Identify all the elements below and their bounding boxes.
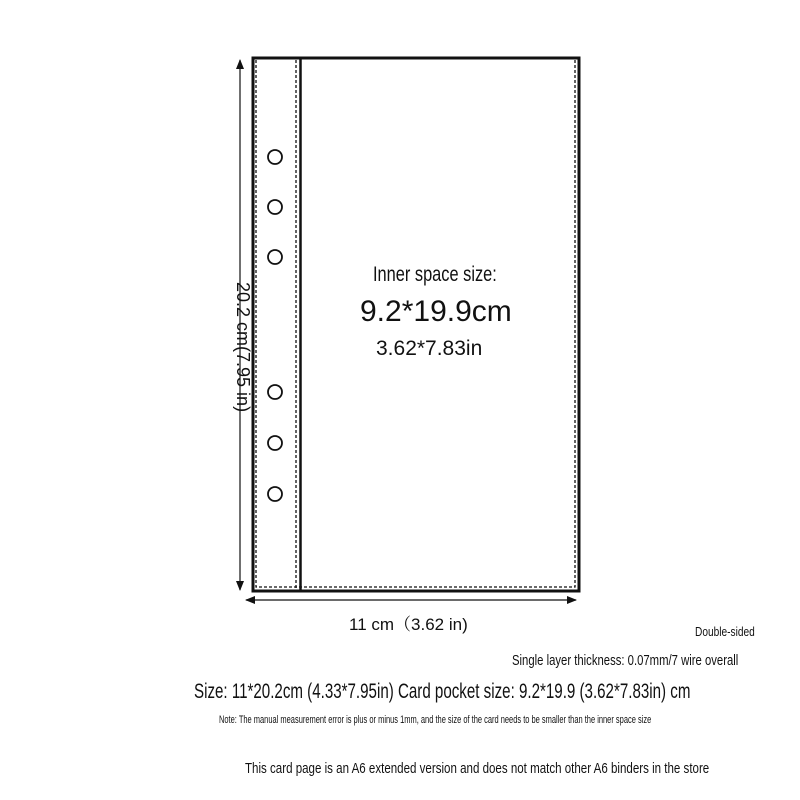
hole (268, 385, 282, 399)
size-summary: Size: 11*20.2cm (4.33*7.95in) Card pocket size: 9.2*19.9 (3.62*7.83in) cm (194, 680, 691, 703)
hole (268, 150, 282, 164)
height-label: 20.2 cm(7.95 in) (233, 282, 253, 413)
inner-space-title: Inner space size: (373, 263, 497, 286)
hole (268, 436, 282, 450)
binder-holes (268, 150, 282, 501)
hole (268, 487, 282, 501)
compatibility-warning: This card page is an A6 extended version and does not match other A6 binders in the store (245, 760, 710, 777)
hole (268, 200, 282, 214)
inner-space-in: 3.62*7.83in (376, 337, 483, 360)
hole (268, 250, 282, 264)
measurement-note: Note: The manual measurement error is plus or minus 1mm, and the size of the card needs to be smaller than the inner space size (219, 714, 652, 726)
width-label: 11 cm（3.62 in) (349, 615, 468, 634)
double-sided-note: Double-sided (695, 624, 755, 639)
inner-space-cm: 9.2*19.9cm (360, 295, 512, 328)
thickness-note: Single layer thickness: 0.07mm/7 wire overall (512, 653, 739, 669)
